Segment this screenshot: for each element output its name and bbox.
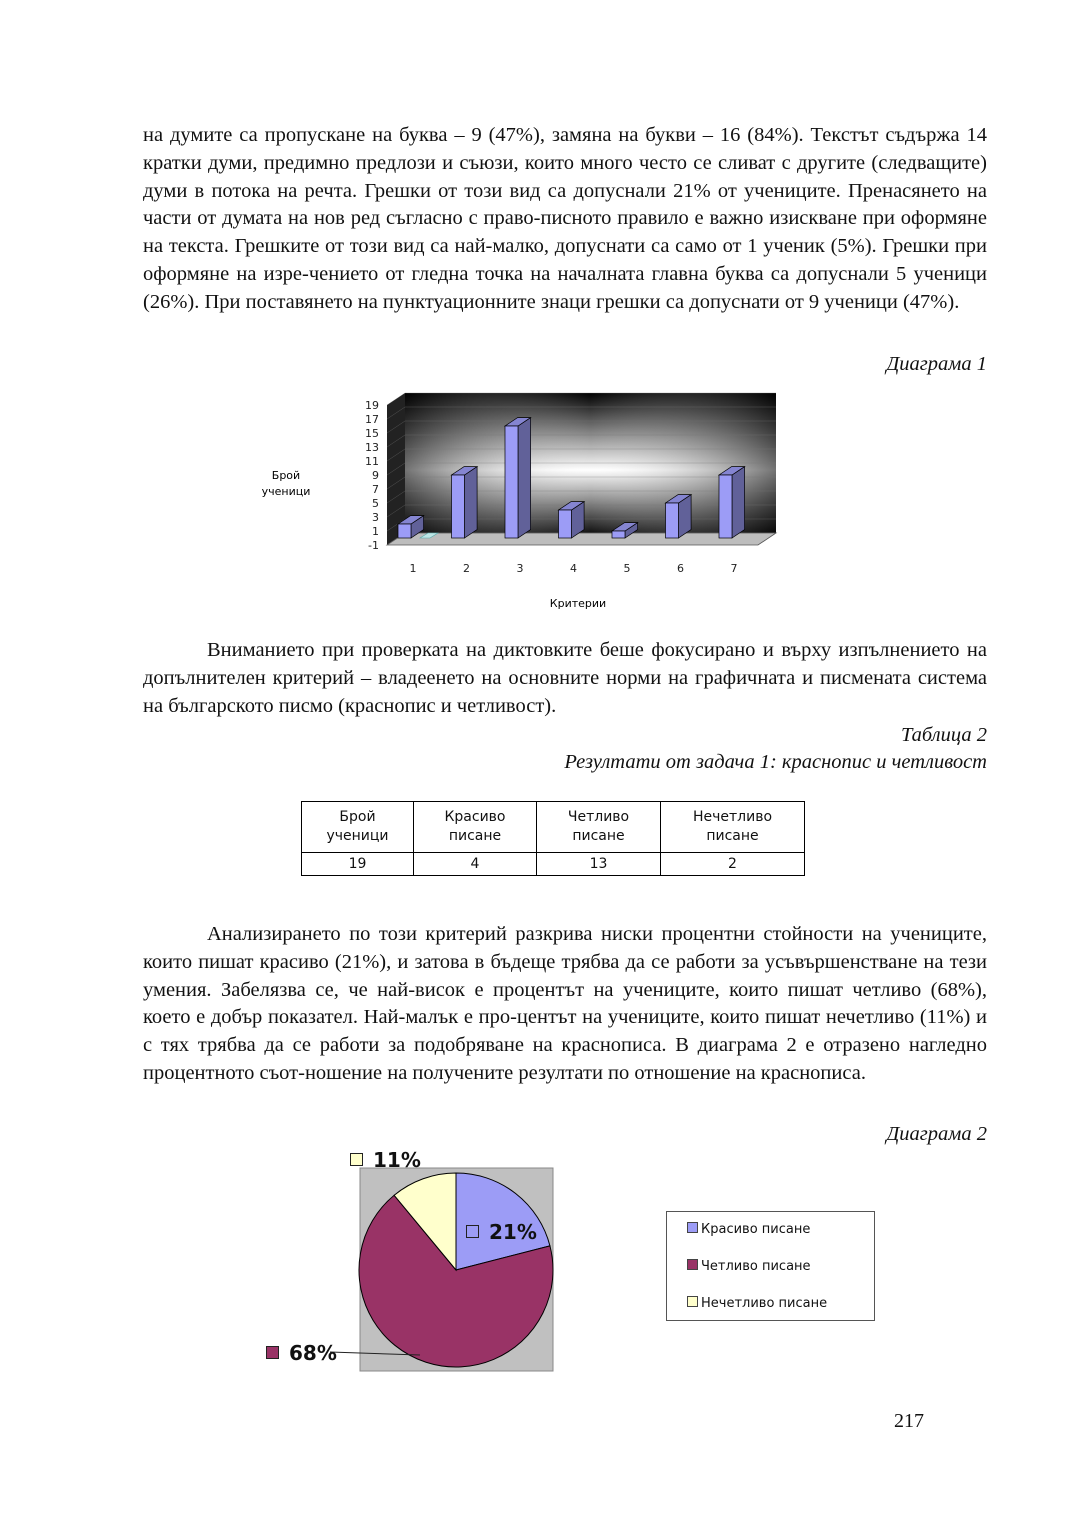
table-cell: 4 [414,853,537,876]
diagram-1-bar-chart [240,385,800,620]
results-table [301,801,805,876]
paragraph-3-text: Анализирането по този критерий разкрива ниски процентни стойности на учениците, които пишат красиво (21%), и затова в бъдеще трябва да се работи за усъвършенстване на тези умения. Забелязва се, че най-висок е процентът на учениците, които пишат четливо (68%), което е добър показател. Най-малък е про-центът на учениците, които пишат нечетливо (11%) и с тях трябва да се работи за подобряване на краснописа. В диаграма 2 е отразено нагледно процентното съот-ношение на получените резултати по отношение на краснописа. [143,923,987,1084]
table-cell: 19 [302,853,414,876]
y-tick-label: 5 [372,497,379,510]
x-tick-label: 6 [677,562,684,575]
paragraph-1: на думите са пропускане на буква – 9 (47%), замяна на букви – 16 (84%). Текстът съдържа 14 кратки думи, предимно предлози и съюзи, които много често се сливат с другите (следващите) думи в потока на речта. Грешки от този вид са допуснали 21% от учениците. Пренасянето на части от думата на нов ред съгласно с право-писното правило е важно изискване при оформяне на текста. Грешките от този вид са най-малко, допуснати са само от 1 ученик (5%). Грешки при оформяне на изре-чението от гледна точка на началната главна буква са допуснали 5 ученици (26%). При поставянето на пунктуационните знаци грешки са допуснати от 9 ученици (47%). [143,124,987,313]
header-cell: Четливо писане [537,802,661,853]
y-tick-label: 15 [365,427,379,440]
diagram-2-caption: Диаграма 2 [886,1123,987,1145]
pie-legend [666,1211,875,1321]
bar-category-6 [666,495,692,538]
x-tick-label: 7 [730,562,738,575]
legend-item: Четливо писане [687,1259,811,1274]
y-tick-label: 17 [365,413,379,426]
table-cell: 2 [661,853,805,876]
x-tick-label: 4 [570,562,577,575]
y-tick-label: 19 [365,399,379,412]
x-tick-label: 1 [409,562,417,575]
bar-category-7 [719,467,745,538]
x-axis-label: Критерии [549,597,607,610]
bar-category-3 [505,418,531,538]
page-number: 217 [894,1410,924,1432]
diagram-1-caption: Диаграма 1 [886,353,987,375]
y-tick-label: 7 [372,483,379,496]
x-tick-label: 3 [516,562,524,575]
y-tick-label: 3 [372,511,379,524]
header-cell: Брой ученици [302,802,414,853]
paragraph-2-text: Вниманието при проверката на диктовките беше фокусирано и върху изпълнението на допълнителен критерий – владеенето на основните норми на графичната и писмената система на българското писмо (краснопис и четливост). [143,639,987,717]
x-tick-label: 5 [623,562,631,575]
y-tick-label: 11 [365,455,379,468]
paragraph-2 [143,637,987,720]
y-tick-label: 1 [372,525,379,538]
table-cell: 13 [537,853,661,876]
table-header-row [302,802,805,853]
x-tick-label: 2 [463,562,470,575]
y-tick-label: 13 [365,441,379,454]
table-title: Резултати от задача 1: краснопис и четливост [564,751,987,773]
y-axis-label-line-1: Брой [271,469,301,482]
table-row [302,853,805,876]
bar-category-4 [559,502,585,538]
header-cell: Нечетливо писане [661,802,805,853]
pie-label-nonlegible: 11% [350,1148,421,1172]
y-axis-label-line-2: ученици [261,485,311,498]
pie-label-beautiful: 21% [466,1220,537,1244]
pie-label-legible: 68% [266,1341,337,1365]
legend-item: Нечетливо писане [687,1296,827,1311]
paragraph-3 [143,921,987,1088]
table-caption: Таблица 2 [900,724,987,746]
y-tick-label: -1 [368,539,379,552]
bar-category-2 [452,467,478,538]
header-cell: Красиво писане [414,802,537,853]
y-tick-label: 9 [372,469,379,482]
diagram-2-pie-chart [330,1165,570,1380]
legend-item: Красиво писане [687,1222,810,1237]
